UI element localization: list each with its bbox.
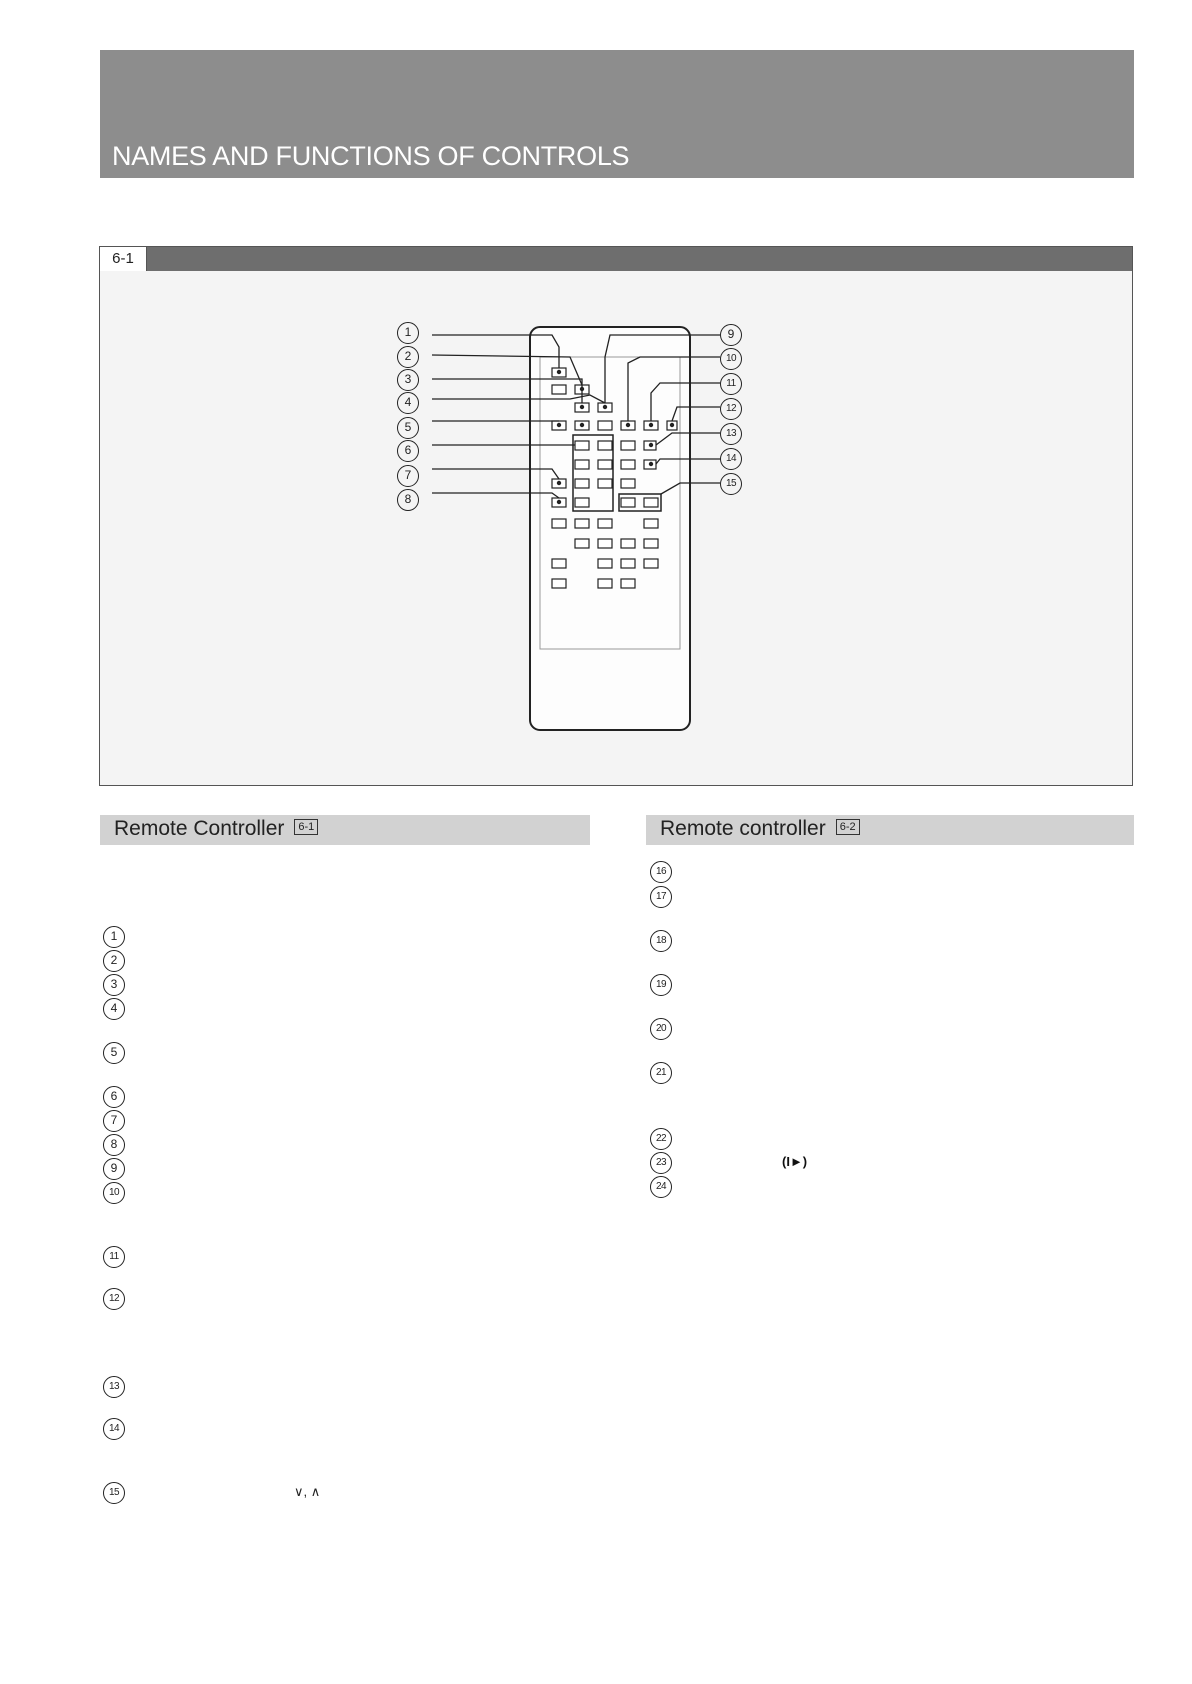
callout-15: 15 [720,473,742,495]
callout-14: 14 [720,448,742,470]
item-number-5: 5 [103,1042,125,1064]
callout-2: 2 [397,346,419,368]
callout-8: 8 [397,489,419,511]
section-ref: 6-1 [294,819,318,835]
item-number-22: 22 [650,1128,672,1150]
item-number-8: 8 [103,1134,125,1156]
item-number-10: 10 [103,1182,125,1204]
page-title: NAMES AND FUNCTIONS OF CONTROLS [112,141,630,171]
item-number-20: 20 [650,1018,672,1040]
item-number-19: 19 [650,974,672,996]
callout-12: 12 [720,398,742,420]
item-number-18: 18 [650,930,672,952]
section-title: Remote controller 6-2 [660,817,860,841]
section-ref: 6-2 [836,819,860,835]
item-number-7: 7 [103,1110,125,1132]
item-23-note: (I►) [782,1154,808,1169]
callout-4: 4 [397,392,419,414]
callout-13: 13 [720,423,742,445]
callout-10: 10 [720,348,742,370]
item-number-1: 1 [103,926,125,948]
section-title: Remote Controller 6-1 [114,817,318,841]
figure-remote-controller [99,246,1133,786]
item-number-15: 15 [103,1482,125,1504]
callout-5: 5 [397,417,419,439]
item-number-6: 6 [103,1086,125,1108]
callout-1: 1 [397,322,419,344]
section-header-remote-controller-6-2 [646,815,1134,845]
item-number-23: 23 [650,1152,672,1174]
item-number-14: 14 [103,1418,125,1440]
section-header-remote-controller-6-1 [100,815,590,845]
item-number-4: 4 [103,998,125,1020]
callout-3: 3 [397,369,419,391]
item-15-note: ∨, ∧ [294,1484,321,1499]
callout-7: 7 [397,465,419,487]
callout-9: 9 [720,324,742,346]
callout-6: 6 [397,440,419,462]
item-number-12: 12 [103,1288,125,1310]
item-number-17: 17 [650,886,672,908]
remote-diagram [100,247,1134,787]
item-number-13: 13 [103,1376,125,1398]
figure-tag: 6-1 [100,247,147,271]
title-banner [100,50,1134,178]
callout-11: 11 [720,373,742,395]
item-number-2: 2 [103,950,125,972]
item-number-21: 21 [650,1062,672,1084]
item-number-11: 11 [103,1246,125,1268]
item-number-16: 16 [650,861,672,883]
item-number-24: 24 [650,1176,672,1198]
item-number-3: 3 [103,974,125,996]
item-number-9: 9 [103,1158,125,1180]
